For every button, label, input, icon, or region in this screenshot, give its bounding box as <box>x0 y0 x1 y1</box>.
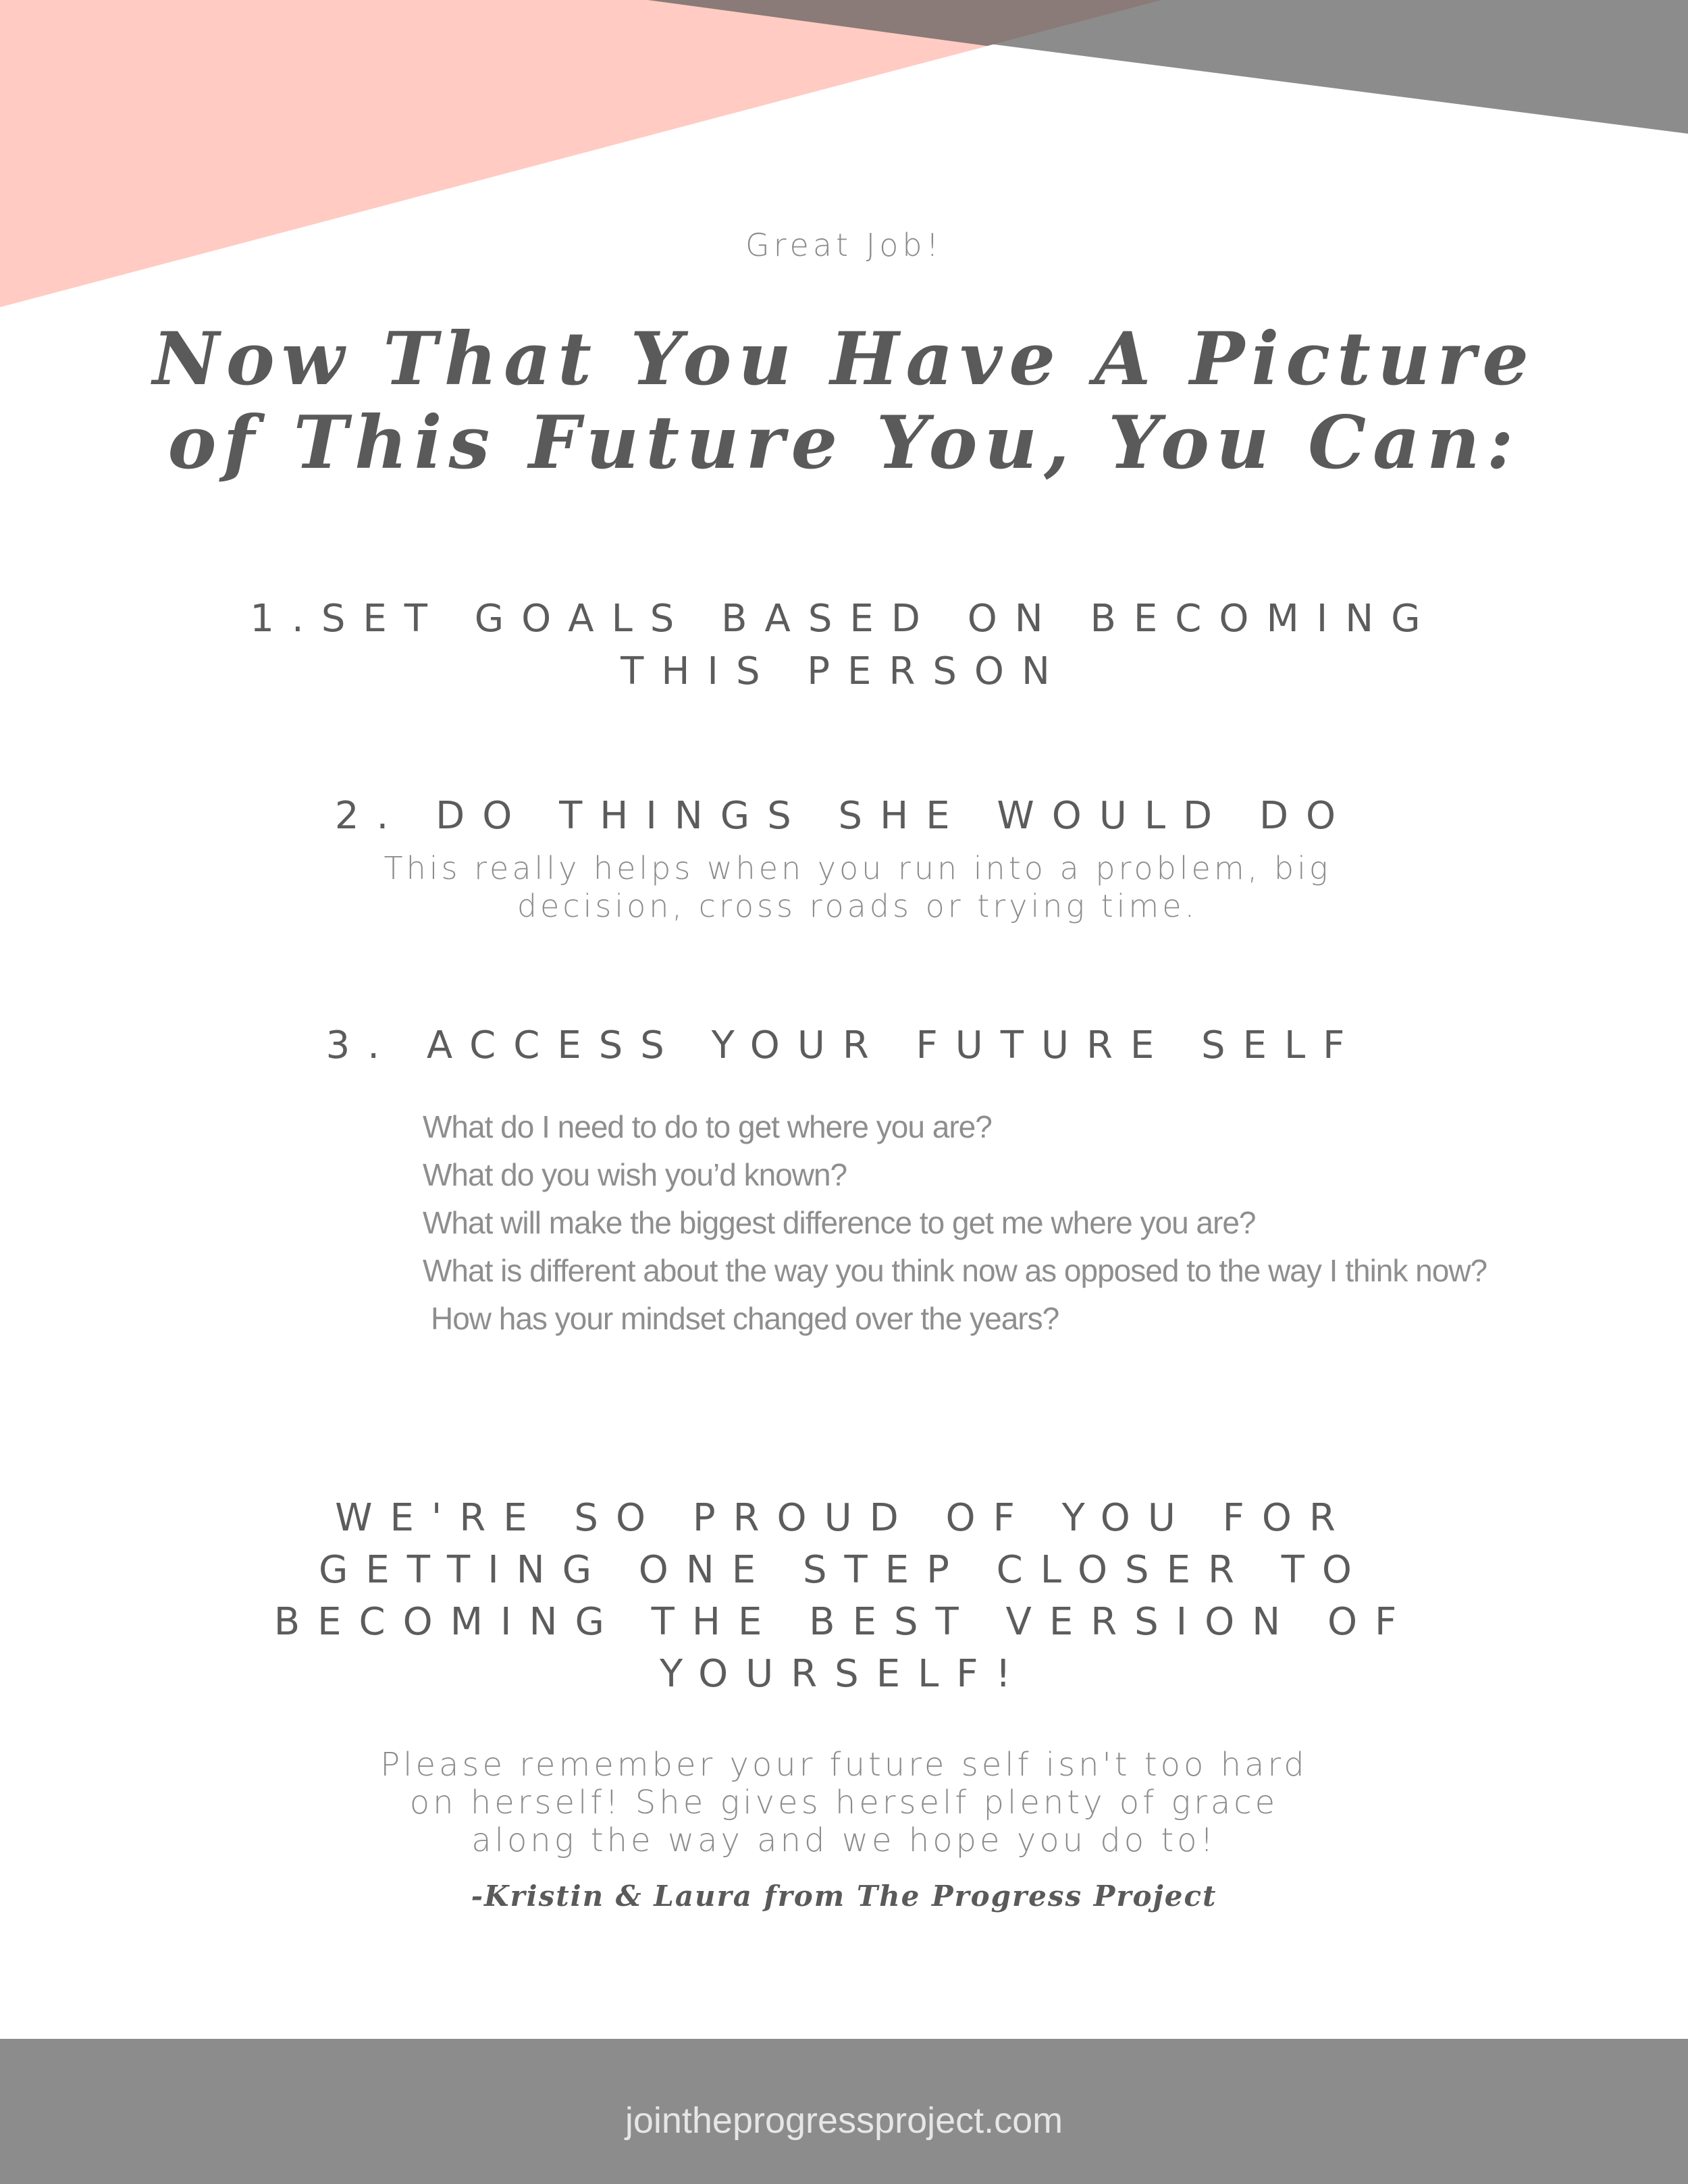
future-self-questions-list <box>423 1103 1611 1343</box>
signature: -Kristin & Laura from The Progress Project <box>471 1880 1217 1913</box>
step-3-heading: 3. ACCESS YOUR FUTURE SELF <box>325 1023 1363 1067</box>
kicker-text: Great Job! <box>745 227 943 263</box>
question-item: What is different about the way you think now as opposed to the way I think now? <box>423 1253 1487 1288</box>
closing-message: Please remember your future self isn't too hard on herself! She gives herself plenty of grace along the way and we hope you do to! <box>380 1746 1308 1859</box>
page-title <box>0 317 1688 485</box>
question-item: What will make the biggest difference to get me where you are? <box>423 1205 1256 1240</box>
step-1-heading: 1.SET GOALS BASED ON BECOMING THIS PERSON <box>250 597 1438 693</box>
step-2-heading: 2. DO THINGS SHE WOULD DO <box>334 794 1354 838</box>
question-item: What do I need to do to get where you are? <box>423 1109 992 1144</box>
question-item: What do you wish you’d known? <box>423 1157 847 1192</box>
website-url: jointheprogressproject.com <box>625 2100 1063 2141</box>
closing-headline: WE'RE SO PROUD OF YOU FOR GETTING ONE STEP CLOSER TO BECOMING THE BEST VERSION OF YOURSELF! <box>273 1496 1415 1696</box>
title-line-1: Now That You Have A Picture <box>152 317 1536 402</box>
step-2-description: This really helps when you run into a problem, big decision, cross roads or trying time. <box>384 850 1331 924</box>
footer-bar <box>0 2039 1688 2184</box>
question-item: How has your mindset changed over the years? <box>431 1301 1059 1336</box>
decorative-header-shapes <box>0 0 1688 311</box>
title-line-2: of This Future You, You Can: <box>167 400 1521 485</box>
